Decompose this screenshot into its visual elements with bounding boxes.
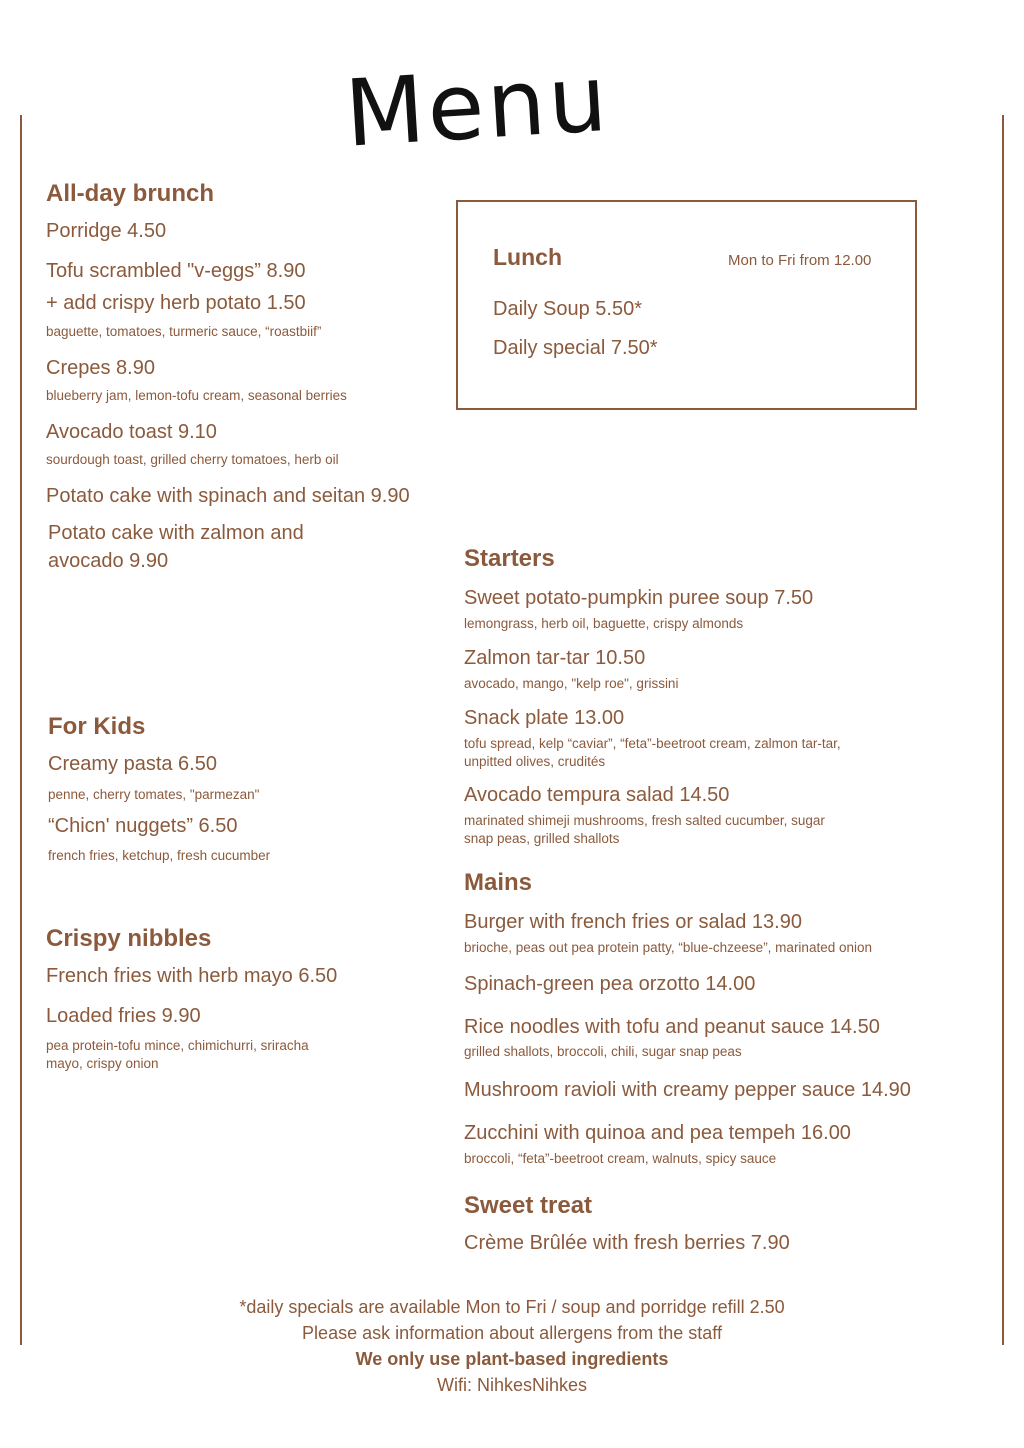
menu-item-creme-brulee: Crème Brûlée with fresh berries 7.90 <box>464 1232 790 1254</box>
menu-item-tofu-description: baguette, tomatoes, turmeric sauce, “roastbiif” <box>46 324 322 339</box>
menu-item-orzotto: Spinach-green pea orzotto 14.00 <box>464 973 756 995</box>
menu-item-burger: Burger with french fries or salad 13.90 <box>464 911 802 933</box>
menu-item-tartar-description: avocado, mango, "kelp roe", grissini <box>464 676 679 691</box>
menu-item-tofu-scramble: Tofu scrambled "v-eggs” 8.90 <box>46 260 306 282</box>
menu-title: Menu <box>342 44 613 168</box>
lunch-box <box>456 200 917 410</box>
menu-item-nuggets: “Chicn' nuggets” 6.50 <box>48 815 238 837</box>
menu-item-crepes: Crepes 8.90 <box>46 357 155 379</box>
menu-item-loaded-fries: Loaded fries 9.90 <box>46 1005 201 1027</box>
menu-item-french-fries: French fries with herb mayo 6.50 <box>46 965 338 987</box>
menu-item-loaded-description: pea protein-tofu mince, chimichurri, sriracha <box>46 1038 309 1053</box>
menu-item-ravioli: Mushroom ravioli with creamy pepper sauce 14.90 <box>464 1079 911 1101</box>
lunch-hours: Mon to Fri from 12.00 <box>728 252 872 269</box>
menu-item-tofu-addon: + add crispy herb potato 1.50 <box>46 292 306 314</box>
footer-allergens-note: Please ask information about allergens from the staff <box>302 1323 722 1343</box>
menu-item-tempura-description-cont: snap peas, grilled shallots <box>464 831 620 846</box>
menu-item-nuggets-description: french fries, ketchup, fresh cucumber <box>48 848 271 863</box>
right-border-line <box>1002 115 1004 1345</box>
menu-item-snack-description-cont: unpitted olives, crudités <box>464 754 606 769</box>
menu-item-potato-zalmon: Potato cake with zalmon and <box>48 522 304 544</box>
footer-specials-note: *daily specials are available Mon to Fri / soup and porridge refill 2.50 <box>239 1297 785 1317</box>
mains-heading: Mains <box>464 869 533 896</box>
menu-item-avocado-tempura: Avocado tempura salad 14.50 <box>464 784 730 806</box>
menu-item-noodles-description: grilled shallots, broccoli, chili, sugar snap peas <box>464 1044 742 1059</box>
menu-item-avocado-toast: Avocado toast 9.10 <box>46 421 217 443</box>
sweet-heading: Sweet treat <box>464 1192 593 1219</box>
menu-item-avocado-description: sourdough toast, grilled cherry tomatoes, herb oil <box>46 452 339 467</box>
lunch-heading: Lunch <box>493 244 562 270</box>
menu-item-snack-description: tofu spread, kelp “caviar”, “feta”-beetroot cream, zalmon tar-tar, <box>464 736 841 751</box>
menu-item-loaded-description-cont: mayo, crispy onion <box>46 1056 159 1071</box>
menu-item-rice-noodles: Rice noodles with tofu and peanut sauce 14.50 <box>464 1016 880 1038</box>
menu-item-potato-spinach: Potato cake with spinach and seitan 9.90 <box>46 485 410 507</box>
kids-heading: For Kids <box>48 713 146 740</box>
menu-item-burger-description: brioche, peas out pea protein patty, “blue-chzeese”, marinated onion <box>464 940 872 955</box>
menu-item-crepes-description: blueberry jam, lemon-tofu cream, seasonal berries <box>46 388 347 403</box>
left-border-line <box>20 115 22 1345</box>
menu-item-puree-soup: Sweet potato-pumpkin puree soup 7.50 <box>464 587 814 609</box>
menu-item-soup-description: lemongrass, herb oil, baguette, crispy almonds <box>464 616 744 631</box>
menu-item-snack-plate: Snack plate 13.00 <box>464 707 625 729</box>
menu-item-zucchini-description: broccoli, “feta”-beetroot cream, walnuts, spicy sauce <box>464 1151 777 1166</box>
nibbles-heading: Crispy nibbles <box>46 925 212 952</box>
menu-item-zucchini: Zucchini with quinoa and pea tempeh 16.00 <box>464 1122 851 1144</box>
menu-item-pasta-description: penne, cherry tomates, "parmezan" <box>48 787 260 802</box>
menu-item-zalmon-tartar: Zalmon tar-tar 10.50 <box>464 647 646 669</box>
footer-wifi: Wifi: NihkesNihkes <box>436 1375 588 1395</box>
brunch-heading: All-day brunch <box>46 180 215 207</box>
menu-item-daily-soup: Daily Soup 5.50* <box>493 298 642 320</box>
menu-item-creamy-pasta: Creamy pasta 6.50 <box>48 753 217 775</box>
menu-item-porridge: Porridge 4.50 <box>46 220 167 242</box>
menu-item-daily-special: Daily special 7.50* <box>493 337 658 359</box>
footer-plant-based-note: We only use plant-based ingredients <box>355 1349 669 1369</box>
menu-item-potato-zalmon-cont: avocado 9.90 <box>48 550 169 572</box>
starters-heading: Starters <box>464 545 555 572</box>
menu-item-tempura-description: marinated shimeji mushrooms, fresh salted cucumber, sugar <box>464 813 825 828</box>
